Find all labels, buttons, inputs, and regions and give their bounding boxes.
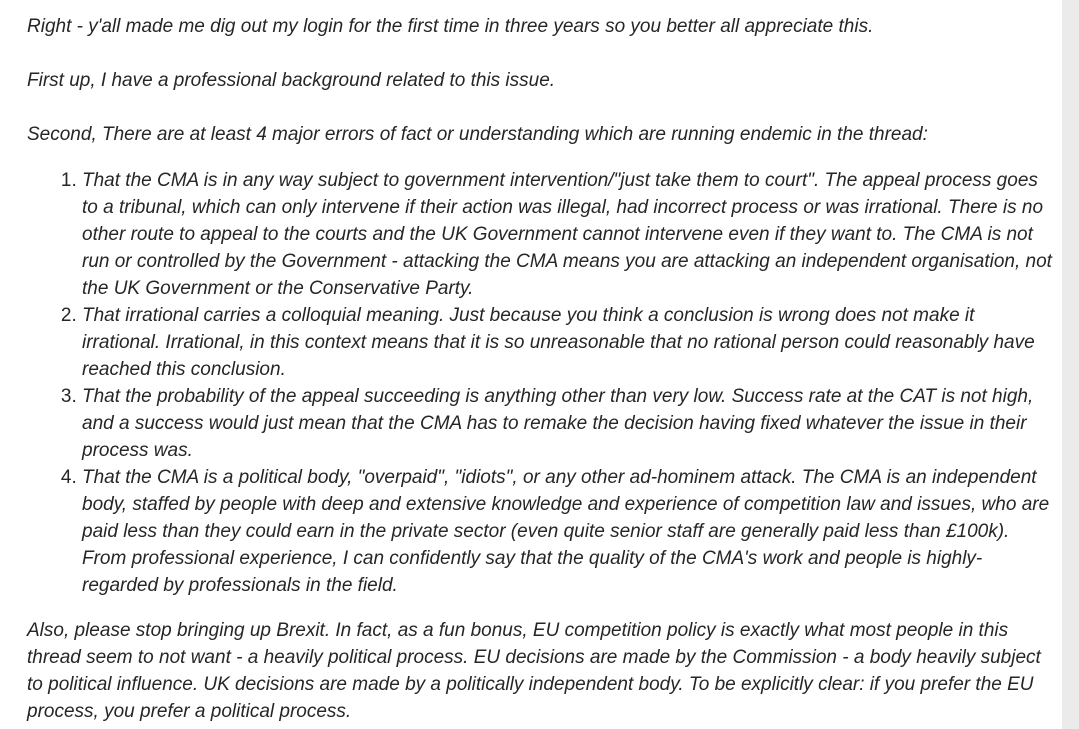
background-paragraph: First up, I have a professional background related to this issue. bbox=[27, 70, 556, 91]
list-item: 1. That the CMA is in any way subject to government intervention/"just take them to court". The appeal process goes to a tribunal, which can only intervene if their action was illegal, had incorrect process or was irrational. There is no other route to appeal to the courts and the UK Government cannot intervene even if they want to. The CMA is not run or controlled by the Government - attacking the CMA means you are attacking an independent organisation, not the UK Government or the Conservative Party. bbox=[82, 167, 1057, 302]
errors-intro-paragraph: Second, There are at least 4 major errors of fact or understanding which are running endemic in the thread: bbox=[27, 124, 928, 145]
list-item: 2. That irrational carries a colloquial meaning. Just because you think a conclusion is wrong does not make it irrational. Irrational, in this context means that it is so unreasonable that no rational person could reasonably have reached this conclusion. bbox=[82, 302, 1057, 383]
list-item: 3. That the probability of the appeal succeeding is anything other than very low. Success rate at the CAT is not high, and a success would just mean that the CMA has to remake the decision having fixed whatever the issue in their process was. bbox=[82, 383, 1057, 464]
intro-paragraph: Right - y'all made me dig out my login for the first time in three years so you better all appreciate this. bbox=[27, 16, 874, 37]
list-item: 4. That the CMA is a political body, "overpaid", "idiots", or any other ad-hominem attack. The CMA is an independent body, staffed by people with deep and extensive knowledge and experience of competition law and issues, who are paid less than they could earn in the private sector (even quite senior staff are generally paid less than £100k). From professional experience, I can confidently say that the quality of the CMA's work and people is highly-regarded by professionals in the field. bbox=[82, 464, 1057, 599]
errors-list bbox=[27, 167, 1057, 599]
comment-body bbox=[27, 13, 1057, 729]
brexit-paragraph: Also, please stop bringing up Brexit. In fact, as a fun bonus, EU competition policy is exactly what most people in this thread seem to not want - a heavily political process. EU decisions are made by the Commission - a body heavily subject to political influence. UK decisions are made by a politically independent body. To be explicitly clear: if you prefer the EU process, you prefer a political process. bbox=[27, 620, 1041, 722]
